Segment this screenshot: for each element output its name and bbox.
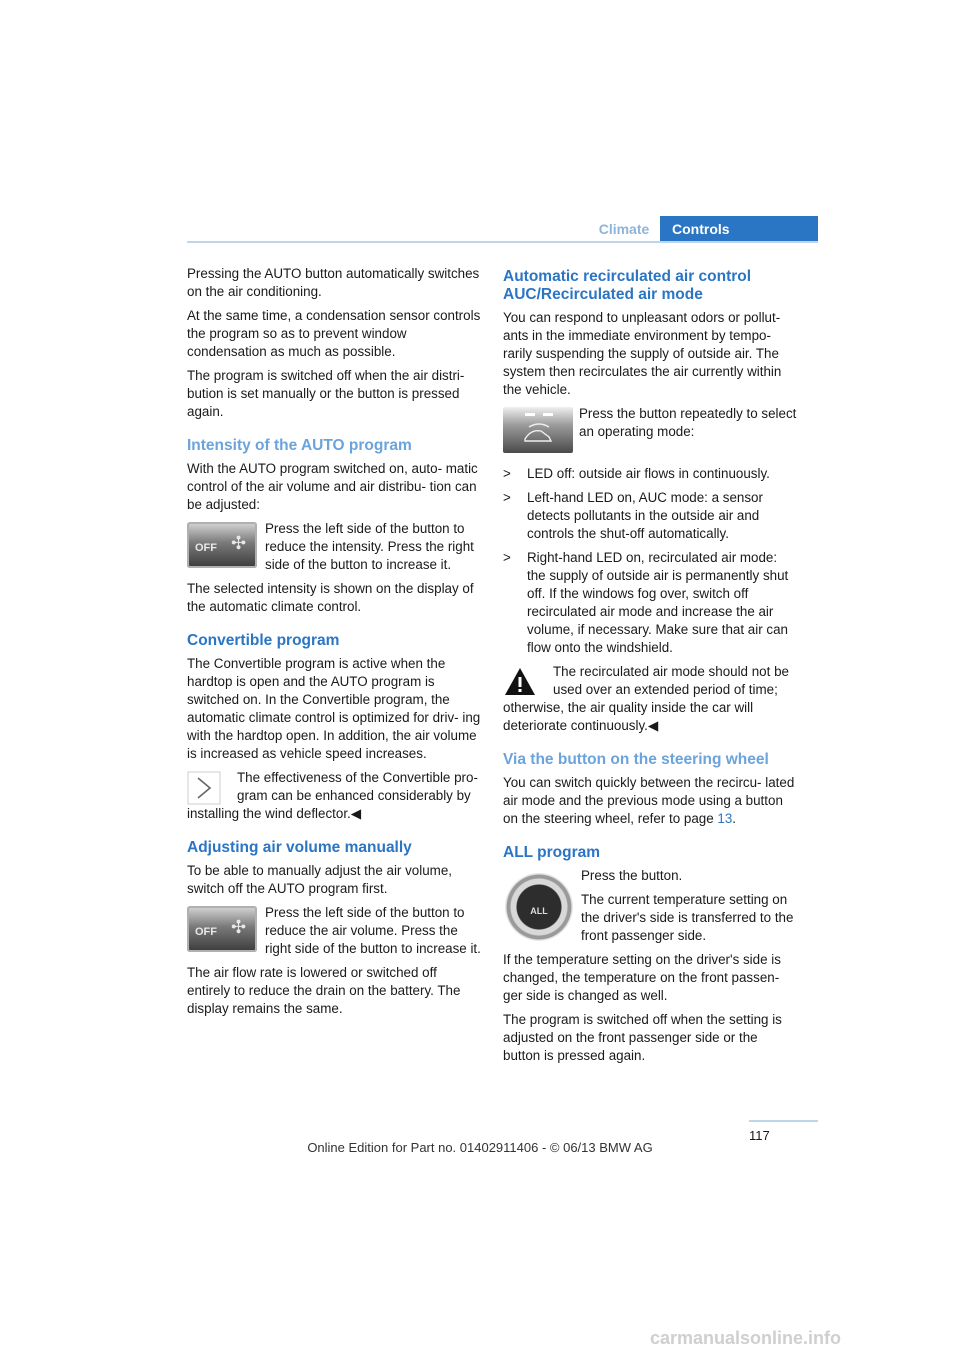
heading-auc: Automatic recirculated air control AUC/Recirculated air mode bbox=[503, 268, 752, 303]
footer-text: Online Edition for Part no. 01402911406 - © 06/13 BMW AG bbox=[307, 1140, 653, 1155]
paragraph: The program is switched off when the air distri- bution is set manually or the button is pressed again. bbox=[187, 368, 465, 419]
section-tab-climate: Climate bbox=[598, 221, 650, 237]
paragraph: The air flow rate is lowered or switched off entirely to reduce the drain on the battery. The display remains the same. bbox=[187, 965, 461, 1016]
list-item bbox=[503, 489, 798, 543]
heading-steering-wheel: Via the button on the steering wheel bbox=[503, 751, 769, 768]
recirculation-button-image bbox=[503, 407, 573, 453]
note-text: The effectiveness of the Convertible pro- gram can be enhanced considerably by installing the wind deflector.◀ bbox=[187, 770, 478, 821]
note-block bbox=[187, 769, 482, 823]
fan-icon: ✣ bbox=[231, 917, 247, 937]
auc-figure bbox=[503, 405, 798, 459]
all-button-image bbox=[505, 873, 573, 941]
paragraph: The current temperature setting on the driver's side is transferred to the front passenger side. bbox=[581, 892, 794, 943]
paragraph: At the same time, a condensation sensor controls the program so as to prevent window condensation as much as possible. bbox=[187, 308, 481, 359]
chapter-tab-controls: Controls bbox=[660, 216, 818, 242]
paragraph: You can respond to unpleasant odors or pollut- ants in the immediate environment by tempo- rarily suspending the supply of outside air. The system then recirculates the air currently within the vehicle. bbox=[503, 310, 782, 397]
intensity-figure bbox=[187, 520, 482, 574]
list-item-text: Right-hand LED on, recirculated air mode: the supply of outside air is permanently shut off. If the windows fog over, switch off recirculated air mode and increase the air volume, if necessary. Make sure that air can flow onto the windshield. bbox=[527, 550, 789, 655]
list-item-text: Left-hand LED on, AUC mode: a sensor detects pollutants in the outside air and controls the shut-off automatically. bbox=[527, 490, 763, 541]
paragraph: The Convertible program is active when the hardtop is open and the AUTO program is switched on. In the Convertible program, the automatic climate control is optimized for driv- ing with the hardtop open. In addition, the air volume is increased as vehicle speed increases. bbox=[187, 656, 481, 761]
paragraph: Press the left side of the button to reduce the intensity. Press the right side of the button to increase it. bbox=[265, 521, 474, 572]
off-label: OFF bbox=[195, 542, 217, 554]
header-rule bbox=[187, 241, 818, 243]
end-mark: ◀ bbox=[647, 718, 659, 733]
all-figure bbox=[503, 867, 798, 945]
heading-manual: Adjusting air volume manually bbox=[187, 839, 412, 856]
left-column bbox=[187, 265, 482, 1024]
all-label: ALL bbox=[530, 906, 548, 916]
heading-all-program: ALL program bbox=[503, 844, 601, 861]
bullet-mark: > bbox=[503, 490, 511, 505]
off-label: OFF bbox=[195, 926, 217, 938]
warning-block bbox=[503, 663, 798, 735]
list-item-text: LED off: outside air flows in continuously. bbox=[527, 466, 770, 481]
right-column bbox=[503, 265, 798, 1071]
off-fan-button-image bbox=[187, 522, 257, 568]
note-arrow-icon bbox=[187, 771, 221, 805]
heading-convertible: Convertible program bbox=[187, 632, 340, 649]
paragraph: To be able to manually adjust the air volume, switch off the AUTO program first. bbox=[187, 863, 452, 896]
recirculation-icon bbox=[503, 407, 573, 453]
list-item bbox=[503, 549, 798, 657]
heading-intensity: Intensity of the AUTO program bbox=[187, 437, 412, 454]
end-mark: ◀ bbox=[350, 806, 362, 821]
page-number-rule bbox=[749, 1120, 818, 1122]
fan-icon: ✣ bbox=[231, 533, 247, 553]
paragraph: If the temperature setting on the driver's side is changed, the temperature on the front passen- ger side is changed as well. bbox=[503, 952, 781, 1003]
paragraph: The program is switched off when the setting is adjusted on the front passenger side or the button is pressed again. bbox=[503, 1012, 782, 1063]
paragraph: The selected intensity is shown on the display of the automatic climate control. bbox=[187, 581, 474, 614]
off-fan-button-image bbox=[187, 906, 257, 952]
paragraph: You can switch quickly between the recircu- lated air mode and the previous mode using a button on the steering wheel, refer to page 13. bbox=[503, 775, 795, 826]
list-item bbox=[503, 465, 798, 483]
manual-figure bbox=[187, 904, 482, 958]
page-reference-link[interactable]: 13 bbox=[717, 811, 733, 826]
warning-text: The recirculated air mode should not be used over an extended period of time; otherwise, the air quality inside the car will deteriorate continuously.◀ bbox=[503, 664, 789, 733]
page-number: 117 bbox=[749, 1128, 770, 1143]
bullet-mark: > bbox=[503, 550, 511, 565]
paragraph: Press the button. bbox=[581, 868, 683, 883]
warning-icon bbox=[503, 665, 537, 699]
paragraph: Press the button repeatedly to select an operating mode: bbox=[579, 406, 797, 439]
watermark: carmanualsonline.info bbox=[650, 1328, 842, 1348]
paragraph: Press the left side of the button to reduce the air volume. Press the right side of the button to increase it. bbox=[265, 905, 481, 956]
paragraph: Pressing the AUTO button automatically switches on the air conditioning. bbox=[187, 266, 480, 299]
bullet-mark: > bbox=[503, 466, 511, 481]
paragraph: With the AUTO program switched on, auto- matic control of the air volume and air distribu- tion can be adjusted: bbox=[187, 461, 478, 512]
